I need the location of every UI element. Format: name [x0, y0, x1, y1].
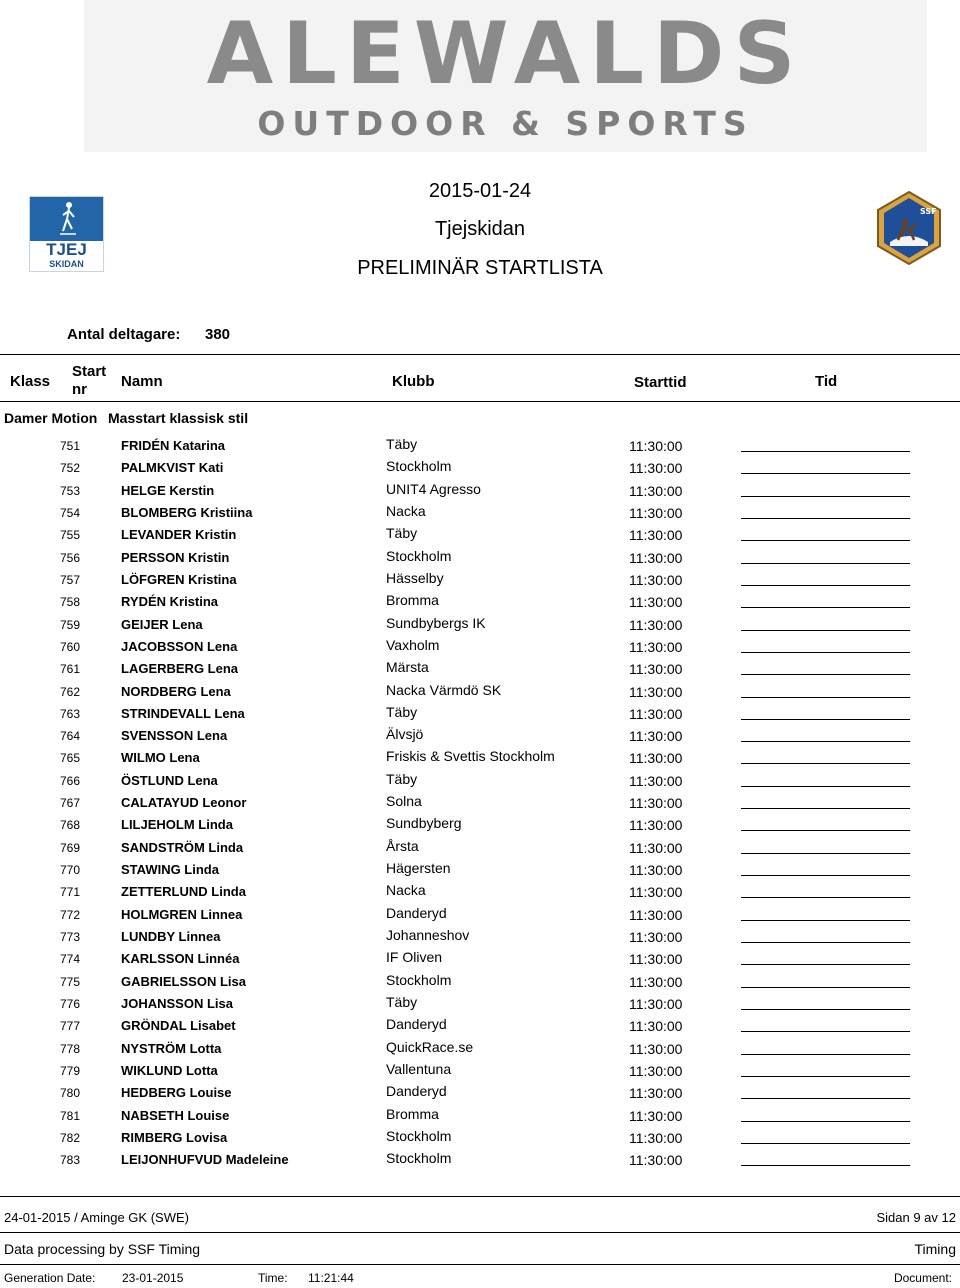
- club-name: Vallentuna: [386, 1060, 452, 1077]
- club-name: Täby: [386, 436, 418, 452]
- result-time-line: [741, 1031, 910, 1032]
- club-name: Märsta: [386, 659, 429, 676]
- start-time: 11:30:00: [629, 817, 683, 834]
- result-time-line: [741, 830, 910, 831]
- table-row: [0, 792, 960, 814]
- table-row: [0, 948, 960, 970]
- result-time-line: [741, 1121, 910, 1122]
- col-name: Namn: [121, 373, 163, 390]
- table-row: [0, 1127, 960, 1149]
- club-name: Täby: [386, 770, 418, 787]
- start-time: 11:30:00: [629, 839, 683, 856]
- start-time: 11:30:00: [629, 549, 683, 566]
- start-time: 11:30:00: [629, 594, 683, 611]
- participant-name: BLOMBERG Kristiina: [121, 504, 253, 520]
- participant-name: KARLSSON Linnéa: [121, 951, 240, 967]
- club-name: Stockholm: [386, 971, 452, 988]
- footer-mid-rule: [0, 1232, 960, 1233]
- participant-name: NORDBERG Lena: [121, 683, 231, 699]
- start-time: 11:30:00: [629, 482, 683, 499]
- start-number: 776: [59, 997, 80, 1011]
- start-number: 756: [59, 550, 80, 565]
- result-time-line: [741, 786, 910, 787]
- result-time-line: [741, 1098, 910, 1099]
- start-number: 768: [59, 818, 80, 833]
- table-row: [0, 747, 960, 769]
- club-name: Bromma: [386, 592, 439, 609]
- footer-top-rule: [0, 1196, 960, 1197]
- participants-count: 380: [205, 326, 231, 343]
- club-name: Friskis & Svettis Stockholm: [386, 748, 555, 765]
- start-number: 765: [59, 751, 80, 766]
- participant-name: JOHANSSON Lisa: [121, 996, 233, 1011]
- table-row: [0, 681, 960, 703]
- result-time-line: [741, 942, 910, 943]
- start-number: 772: [59, 907, 80, 922]
- start-time: 11:30:00: [629, 929, 683, 946]
- participant-name: STRINDEVALL Lena: [121, 705, 245, 721]
- result-time-line: [741, 763, 910, 764]
- result-time-line: [741, 1076, 910, 1077]
- col-time: Tid: [815, 373, 838, 390]
- sponsor-logo: [84, 0, 927, 152]
- col-starttime: Starttid: [634, 374, 687, 391]
- start-time: 11:30:00: [629, 705, 683, 722]
- start-time: 11:30:00: [629, 750, 683, 767]
- start-number: 759: [59, 617, 80, 632]
- generation-date: 23-01-2015: [122, 1271, 184, 1285]
- participant-name: STAWING Linda: [121, 862, 219, 878]
- participant-name: JACOBSSON Lena: [121, 638, 238, 654]
- participant-name: SVENSSON Lena: [121, 728, 228, 744]
- participant-name: LILJEHOLM Linda: [121, 817, 233, 833]
- participant-name: RYDÉN Kristina: [121, 594, 219, 610]
- start-number: 766: [59, 773, 80, 788]
- club-name: IF Oliven: [386, 949, 443, 966]
- col-start: Start: [72, 363, 107, 380]
- start-number: 752: [59, 461, 80, 476]
- participant-name: PERSSON Kristin: [121, 549, 230, 565]
- start-number: 775: [59, 974, 80, 989]
- participants-label: Antal deltagare:: [67, 326, 181, 343]
- club-name: Danderyd: [386, 904, 447, 921]
- club-name: UNIT4 Agresso: [386, 480, 481, 497]
- club-name: Stockholm: [386, 458, 452, 475]
- participant-name: LUNDBY Linnea: [121, 929, 221, 945]
- footer-event-info: 24-01-2015 / Aminge GK (SWE): [4, 1210, 189, 1225]
- club-name: Stockholm: [386, 547, 452, 564]
- club-name: Danderyd: [386, 1083, 447, 1100]
- report-date: 2015-01-24: [428, 180, 532, 202]
- participant-name: LEVANDER Kristin: [121, 527, 237, 543]
- result-time-line: [741, 451, 910, 452]
- table-row: [0, 725, 960, 747]
- result-time-line: [741, 1009, 910, 1010]
- participant-name: GABRIELSSON Lisa: [121, 973, 246, 989]
- start-number: 757: [59, 572, 80, 587]
- participant-name: CALATAYUD Leonor: [121, 795, 247, 811]
- start-number: 754: [59, 505, 80, 520]
- club-name: Älvsjö: [386, 726, 424, 743]
- club-name: Danderyd: [386, 1016, 447, 1033]
- start-number: 758: [59, 595, 80, 610]
- table-row: [0, 993, 960, 1015]
- start-number: 782: [59, 1130, 80, 1145]
- start-time: 11:30:00: [629, 951, 683, 968]
- club-name: Hägersten: [386, 860, 451, 877]
- table-row: [0, 881, 960, 903]
- participant-name: LÖFGREN Kristina: [121, 571, 237, 587]
- table-row: [0, 524, 960, 546]
- table-row: [0, 837, 960, 859]
- start-time: 11:30:00: [629, 504, 683, 521]
- start-number: 761: [59, 662, 80, 677]
- document-label: Document:: [893, 1271, 952, 1285]
- start-number: 764: [59, 729, 80, 744]
- start-time: 11:30:00: [629, 795, 683, 812]
- start-time: 11:30:00: [629, 728, 683, 745]
- list-title: PRELIMINÄR STARTLISTA: [357, 257, 603, 279]
- start-time: 11:30:00: [629, 1040, 683, 1057]
- start-time: 11:30:00: [629, 616, 683, 633]
- club-name: Sundbybergs IK: [386, 614, 486, 631]
- result-time-line: [741, 1165, 910, 1166]
- table-row: [0, 1082, 960, 1104]
- participant-name: NYSTRÖM Lotta: [121, 1040, 222, 1056]
- club-name: Hässelby: [386, 569, 444, 586]
- start-number: 755: [59, 528, 80, 543]
- table-row: [0, 480, 960, 502]
- start-number: 763: [59, 706, 80, 721]
- start-time: 11:30:00: [629, 862, 683, 879]
- start-time: 11:30:00: [629, 638, 683, 655]
- participant-name: GEIJER Lena: [121, 616, 203, 632]
- start-number: 777: [59, 1019, 80, 1034]
- participant-name: ÖSTLUND Lena: [121, 772, 218, 788]
- class-description: Masstart klassisk stil: [108, 410, 249, 426]
- participant-name: FRIDÉN Katarina: [121, 438, 226, 453]
- table-row: [0, 1015, 960, 1037]
- start-number: 770: [59, 863, 80, 878]
- start-number: 762: [59, 684, 80, 699]
- table-row: [0, 502, 960, 524]
- result-time-line: [741, 987, 910, 988]
- result-time-line: [741, 630, 910, 631]
- start-time: 11:30:00: [629, 661, 683, 678]
- col-klass: Klass: [10, 373, 51, 390]
- start-time: 11:30:00: [629, 996, 683, 1012]
- start-number: 783: [59, 1153, 80, 1168]
- club-name: Solna: [386, 793, 422, 810]
- start-time: 11:30:00: [629, 460, 683, 477]
- page-number: Sidan 9 av 12: [876, 1210, 956, 1225]
- result-time-line: [741, 496, 910, 497]
- participant-name: HELGE Kerstin: [121, 482, 215, 498]
- table-row: [0, 1105, 960, 1127]
- start-time: 11:30:00: [629, 1085, 683, 1102]
- participant-name: HEDBERG Louise: [121, 1085, 232, 1101]
- start-time: 11:30:00: [629, 438, 683, 454]
- result-time-line: [741, 607, 910, 608]
- participant-name: RIMBERG Lovisa: [121, 1129, 228, 1145]
- start-number: 760: [59, 639, 80, 654]
- club-name: Vaxholm: [386, 636, 440, 653]
- club-name: Täby: [386, 525, 418, 542]
- start-time: 11:30:00: [629, 571, 683, 588]
- header-bottom-rule: [0, 401, 960, 402]
- generation-date-label: Generation Date:: [4, 1271, 96, 1285]
- event-title: Tjejskidan: [434, 218, 526, 240]
- start-time: 11:30:00: [629, 1107, 683, 1124]
- table-row: [0, 658, 960, 680]
- table-row: [0, 814, 960, 836]
- table-row: [0, 904, 960, 926]
- participant-name: GRÖNDAL Lisabet: [121, 1018, 236, 1034]
- start-number: 767: [59, 796, 80, 811]
- club-name: Nacka: [386, 502, 426, 519]
- participant-name: ZETTERLUND Linda: [121, 884, 246, 900]
- ssf-logo-text: SSF: [920, 207, 937, 216]
- table-row: [0, 636, 960, 658]
- generation-time: 11:21:44: [308, 1271, 354, 1285]
- table-row: [0, 859, 960, 881]
- start-number: 773: [59, 930, 80, 945]
- club-name: Johanneshov: [386, 927, 470, 944]
- start-number: 778: [59, 1041, 80, 1056]
- start-time: 11:30:00: [629, 527, 683, 544]
- start-time: 11:30:00: [629, 1062, 683, 1079]
- start-time: 11:30:00: [629, 772, 683, 789]
- club-name: Stockholm: [386, 1150, 452, 1167]
- timing-label: Timing: [914, 1241, 956, 1257]
- result-time-line: [741, 808, 910, 809]
- participant-name: PALMKVIST Kati: [121, 460, 224, 476]
- result-time-line: [741, 741, 910, 742]
- sponsor-brand: ALEWALDS: [206, 4, 805, 104]
- footer-bottom-rule: [0, 1264, 960, 1265]
- table-row: [0, 591, 960, 613]
- start-number: 751: [59, 439, 80, 453]
- start-number: 779: [59, 1063, 80, 1078]
- result-time-line: [741, 964, 910, 965]
- result-time-line: [741, 652, 910, 653]
- data-processing: Data processing by SSF Timing: [4, 1241, 201, 1257]
- result-time-line: [741, 585, 910, 586]
- table-row: [0, 569, 960, 591]
- club-name: Nacka Värmdö SK: [386, 681, 502, 698]
- club-name: Sundbyberg: [386, 815, 462, 832]
- table-row: [0, 1060, 960, 1082]
- participant-name: NABSETH Louise: [121, 1107, 230, 1123]
- table-row: [0, 971, 960, 993]
- start-time: 11:30:00: [629, 906, 683, 923]
- result-time-line: [741, 719, 910, 720]
- participant-name: WIKLUND Lotta: [121, 1062, 218, 1078]
- club-name: QuickRace.se: [386, 1038, 474, 1055]
- start-time: 11:30:00: [629, 683, 683, 700]
- participant-name: HOLMGREN Linnea: [121, 906, 243, 922]
- table-row: [0, 926, 960, 948]
- result-time-line: [741, 853, 910, 854]
- col-club: Klubb: [392, 373, 435, 390]
- header-top-rule: [0, 354, 960, 355]
- result-time-line: [741, 875, 910, 876]
- club-name: Årsta: [386, 837, 419, 854]
- start-time: 11:30:00: [629, 1129, 683, 1146]
- start-time: 11:30:00: [629, 1018, 683, 1035]
- start-number: 780: [59, 1086, 80, 1101]
- result-time-line: [741, 563, 910, 564]
- table-row: [0, 457, 960, 479]
- start-number: 781: [59, 1108, 80, 1123]
- table-row: [0, 703, 960, 725]
- result-time-line: [741, 518, 910, 519]
- club-name: Täby: [386, 994, 418, 1010]
- start-number: 753: [59, 483, 80, 498]
- table-row: [0, 547, 960, 569]
- result-time-line: [741, 1054, 910, 1055]
- start-time: 11:30:00: [629, 884, 683, 901]
- participant-name: SANDSTRÖM Linda: [121, 839, 244, 855]
- generation-time-label: Time:: [258, 1271, 288, 1285]
- result-time-line: [741, 674, 910, 675]
- table-row: [0, 770, 960, 792]
- result-time-line: [741, 920, 910, 921]
- result-time-line: [741, 897, 910, 898]
- table-row: [0, 1038, 960, 1060]
- club-name: Bromma: [386, 1105, 439, 1122]
- table-row: [0, 614, 960, 636]
- sponsor-tagline: OUTDOOR & SPORTS: [257, 104, 754, 143]
- result-time-line: [741, 473, 910, 474]
- logo-text-skidan: SKIDAN: [49, 259, 84, 269]
- participant-name: LAGERBERG Lena: [121, 661, 239, 677]
- start-number: 771: [59, 885, 80, 900]
- result-time-line: [741, 1143, 910, 1144]
- participant-name: LEIJONHUFVUD Madeleine: [121, 1152, 289, 1168]
- start-number: 774: [59, 952, 80, 967]
- club-name: Täby: [386, 703, 418, 720]
- col-nr: nr: [72, 381, 87, 398]
- logo-text-tjej: TJEJ: [46, 240, 87, 259]
- start-time: 11:30:00: [629, 973, 683, 990]
- start-number: 769: [59, 840, 80, 855]
- result-time-line: [741, 697, 910, 698]
- participant-name: WILMO Lena: [121, 750, 200, 766]
- club-name: Nacka: [386, 882, 426, 899]
- class-name: Damer Motion: [4, 410, 98, 426]
- start-time: 11:30:00: [629, 1152, 683, 1169]
- result-time-line: [741, 540, 910, 541]
- table-row: [0, 1149, 960, 1171]
- club-name: Stockholm: [386, 1127, 452, 1144]
- table-row: [0, 435, 960, 457]
